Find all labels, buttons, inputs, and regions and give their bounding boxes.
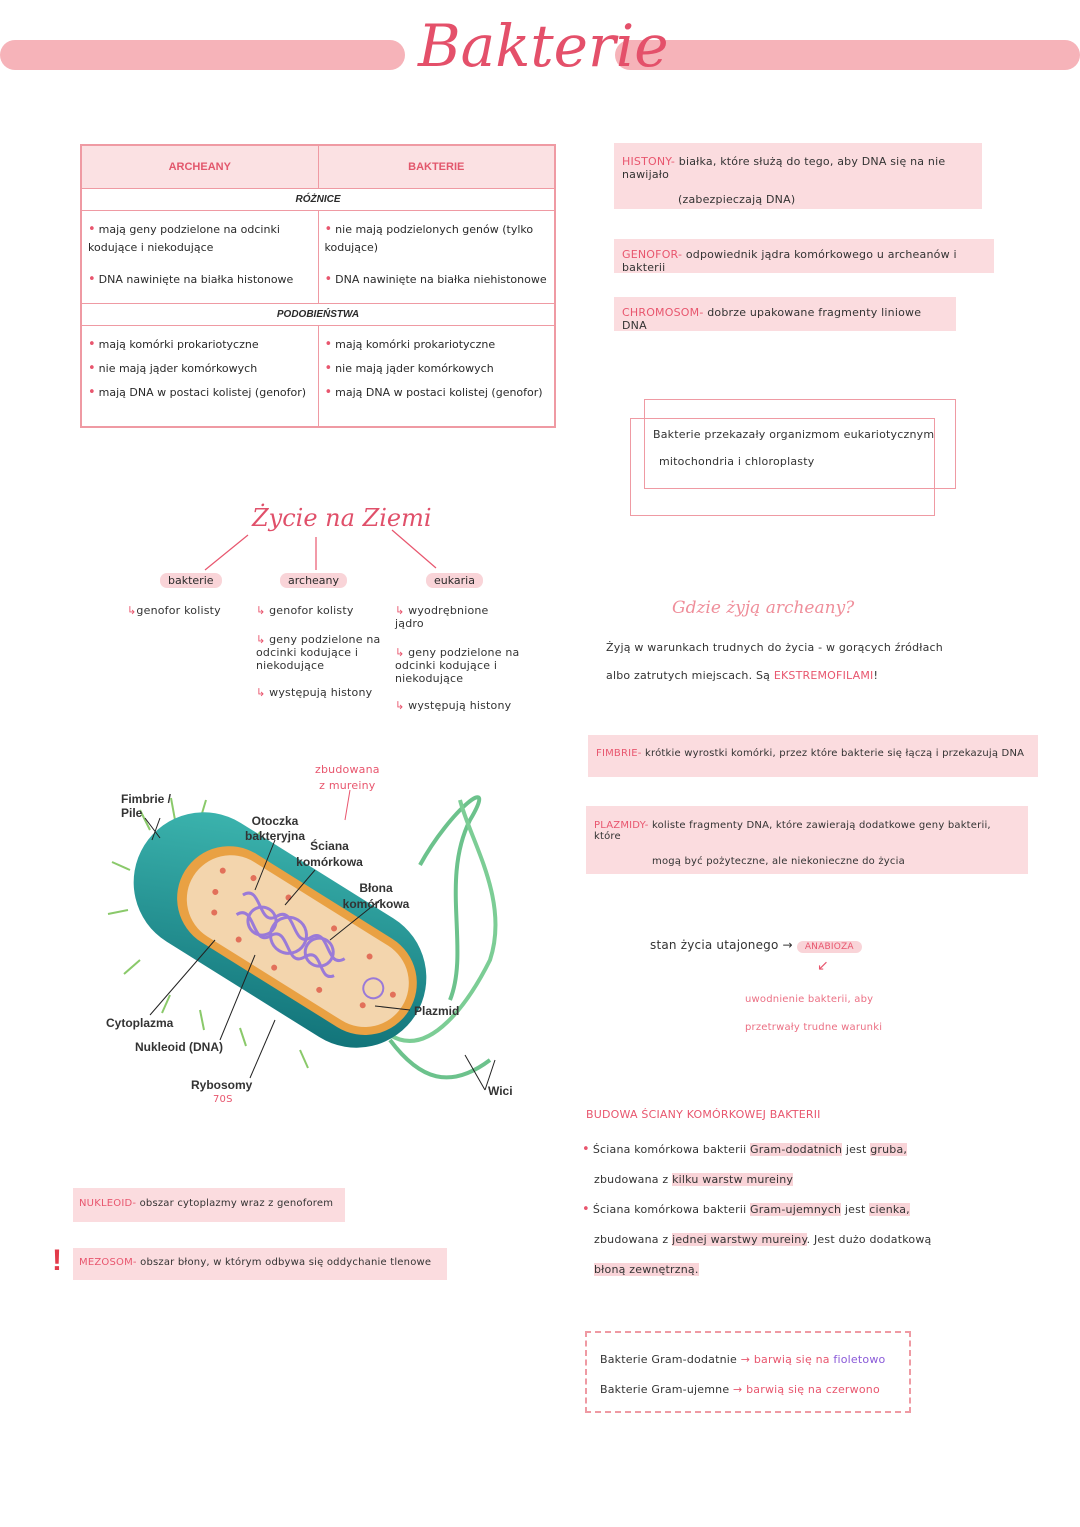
tree-eukaria-items	[395, 604, 520, 712]
genofor-definition: GENOFOR- odpowiednik jądra komórkowego u archeanów i bakterii	[614, 239, 994, 273]
list-item: ↳genofor kolisty	[127, 604, 221, 617]
gram-text: Bakterie Gram-dodatnie → barwią się na fioletowo Bakterie Gram-ujemne → barwią się na czerwono	[600, 1353, 886, 1396]
list-item: ↳ genofor kolisty	[256, 604, 354, 617]
tree-bakterie-items	[127, 604, 237, 617]
list-item: ↳ geny podzielone na odcinki kodujące i niekodujące	[395, 646, 520, 685]
where-archea-text: Żyją w warunkach trudnych do życia - w gorących źródłach albo zatrutych miejscach. Są EKSTREMOFILAMI!	[606, 641, 943, 682]
list-item: ↳ wyodrębnione jądro	[395, 604, 489, 630]
fimbrie-definition: FIMBRIE- krótkie wyrostki komórki, przez które bakterie się łączą i przekazują DNA	[588, 735, 1038, 777]
list-item: • nie mają podzielonych genów (tylko kodujące)	[324, 222, 534, 254]
histony-definition: HISTONY- białka, które służą do tego, aby DNA się na nie nawijało (zabezpieczają DNA)	[614, 143, 982, 209]
wall-text: • Ściana komórkowa bakterii Gram-dodatnich jest gruba, zbudowana z kilku warstw mureiny • Ściana komórkowa bakterii Gram-ujemnych jest cienka, zbudowana z jednej warstwy mureiny. Jest dużo dodatkową błoną zewnętrzną.	[582, 1142, 932, 1276]
label-plazmid: Plazmid	[414, 1004, 460, 1018]
plazmidy-definition: PLAZMIDY- koliste fragmenty DNA, które zawierają dodatkowe geny bakterii, które mogą być pożyteczne, ale niekonieczne do życia	[586, 806, 1028, 874]
label-70s: 70S	[213, 1094, 233, 1105]
page-title: Bakterie	[418, 12, 669, 80]
label-otoczka: Otoczka bakteryjna	[244, 814, 306, 843]
anabioza-line: stan życia utajonego → ANABIOZA	[650, 938, 862, 953]
title-bar-left	[0, 40, 405, 70]
list-item: • mają DNA w postaci kolistej (genofor)	[88, 385, 307, 400]
label-cytoplazma: Cytoplazma	[106, 1016, 174, 1030]
diff-header: RÓŻNICE	[81, 189, 555, 211]
sim-archea-cell	[81, 326, 318, 428]
tree-eukaria: eukaria	[426, 573, 483, 588]
list-item: • nie mają jąder komórkowych	[324, 361, 494, 376]
wall-title: BUDOWA ŚCIANY KOMÓRKOWEJ BAKTERII	[586, 1108, 821, 1121]
title-bar-right	[615, 40, 1080, 70]
list-item: • mają komórki prokariotyczne	[88, 337, 259, 352]
list-item: • mają DNA w postaci kolistej (genofor)	[324, 385, 543, 400]
list-item: ↳ występują histony	[256, 686, 373, 699]
mezosom-definition: MEZOSOM- obszar błony, w którym odbywa się oddychanie tlenowe	[73, 1248, 447, 1280]
note-box: Bakterie przekazały organizmom eukariotycznym mitochondria i chloroplasty	[644, 399, 956, 489]
list-item: • DNA nawinięte na białka histonowe	[88, 272, 294, 287]
label-zbudowana: zbudowana z mureiny	[315, 763, 380, 792]
comparison-table	[80, 144, 556, 428]
nukleoid-definition: NUKLEOID- obszar cytoplazmy wraz z genoforem	[73, 1188, 345, 1222]
label-wici: Wici	[488, 1084, 513, 1098]
label-sciana: Ściana komórkowa	[296, 839, 363, 869]
tree-archeany-items	[256, 604, 381, 699]
sim-bact-cell	[318, 326, 555, 428]
list-item: • DNA nawinięte na białka niehistonowe	[324, 272, 547, 287]
list-item: • nie mają jąder komórkowych	[88, 361, 258, 376]
label-nukleoid: Nukleoid (DNA)	[135, 1040, 223, 1054]
col-archeany: ARCHEANY	[81, 145, 318, 189]
list-item: • mają geny podzielone na odcinki kodujące i niekodujące	[88, 222, 280, 254]
tree-archeany: archeany	[280, 573, 347, 588]
sim-header: PODOBIEŃSTWA	[81, 304, 555, 326]
where-archea-title: Gdzie żyją archeany?	[672, 598, 855, 618]
label-blona: Błona komórkowa	[342, 881, 410, 911]
col-bakterie: BAKTERIE	[318, 145, 555, 189]
mezosom-exclamation: !	[52, 1244, 62, 1277]
tree-bakterie: bakterie	[160, 573, 222, 588]
tree-title: Życie na Ziemi	[252, 504, 432, 532]
chromosom-definition: CHROMOSOM- dobrze upakowane fragmenty liniowe DNA	[614, 297, 956, 331]
list-item: ↳ geny podzielone na odcinki kodujące i niekodujące	[256, 633, 381, 672]
label-rybosomy: Rybosomy	[191, 1078, 253, 1092]
diff-archea-cell	[81, 211, 318, 304]
label-fimbrie: Fimbrie / Pile	[121, 792, 172, 820]
anabioza-note: uwodnienie bakterii, aby przetrwały trudne warunki	[745, 994, 883, 1033]
list-item: • mają komórki prokariotyczne	[324, 337, 496, 352]
anabioza-arrow: ↙	[817, 958, 829, 974]
diff-bact-cell	[318, 211, 555, 304]
list-item: ↳ występują histony	[395, 699, 512, 712]
